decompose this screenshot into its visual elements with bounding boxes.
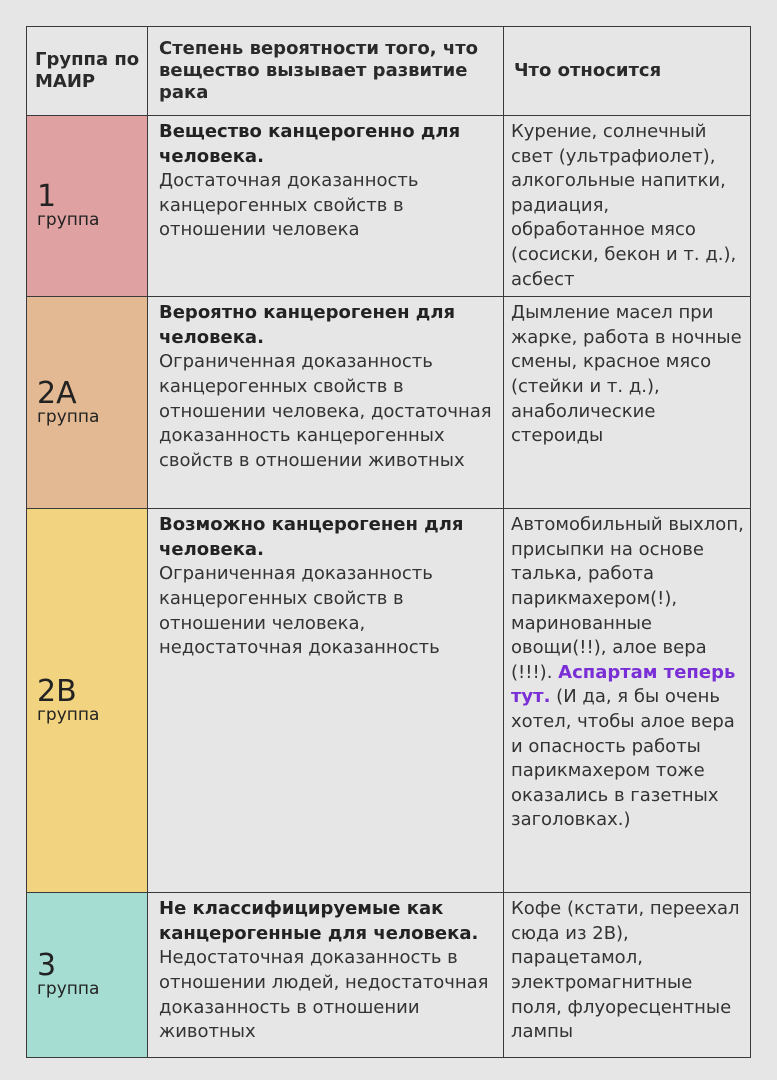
carcinogen-groups-table (26, 26, 751, 1058)
group-number: 1 (37, 179, 57, 215)
items-cell (504, 509, 751, 893)
items-text: Дымление масел при жарке, работа в ночные смены, красное мясо (стейки и т. д.), анаболические стероиды (511, 302, 742, 447)
items-tail: (И да, я бы очень хотел, чтобы алое вера и опасность работы парикмахером тоже оказались в газетных заголовках.) (511, 686, 735, 831)
degree-description: Достаточная доказанность канцерогенных свойств в отношении человека (159, 170, 419, 241)
degree-title: Не классифицируемые как канцерогенные для человека. (159, 898, 479, 944)
degree-title: Возможно канцерогенен для человека. (159, 514, 464, 560)
items-text: Курение, солнечный свет (ультрафиолет), алкогольные напитки, радиация, обработанное мясо (сосиски, бекон и т. д.), асбест (511, 121, 737, 290)
degree-title: Вещество канцерогенно для человека. (159, 121, 461, 167)
table-row-group-2b (27, 509, 751, 893)
items-cell (504, 893, 751, 1058)
group-number: 2В (37, 673, 77, 709)
aspartame-highlight: Аспартам теперь тут. (511, 661, 736, 708)
group-number: 3 (37, 948, 57, 984)
items-text: Кофе (кстати, переехал сюда из 2В), парацетамол, электромагнитные поля, флуоресцентные лампы (511, 898, 740, 1043)
degree-description: Ограниченная доказанность канцерогенных свойств в отношении человека, достаточная доказанность канцерогенных свойств в отношении животных (159, 351, 492, 471)
group-number: 2А (37, 375, 77, 411)
group-cell (27, 509, 148, 893)
header-degree: Степень вероятности того, что вещество вызывает развитие рака (148, 27, 504, 116)
degree-title: Вероятно канцерогенен для человека. (159, 302, 456, 348)
table-row-group-3 (27, 893, 751, 1058)
degree-cell (148, 893, 504, 1058)
group-cell (27, 893, 148, 1058)
group-label: группа (37, 704, 100, 725)
header-row (27, 27, 751, 116)
header-items: Что относится (504, 27, 751, 116)
degree-description: Недостаточная доказанность в отношении людей, недостаточная доказанность в отношении животных (159, 947, 489, 1043)
table-row-group-1 (27, 116, 751, 297)
group-label: группа (37, 210, 100, 231)
table-row-group-2a (27, 297, 751, 509)
group-cell (27, 297, 148, 509)
group-label: группа (37, 979, 100, 1000)
header-group: Группа по МАИР (27, 27, 148, 116)
degree-cell (148, 116, 504, 297)
items-cell (504, 297, 751, 509)
degree-cell (148, 297, 504, 509)
items-cell (504, 116, 751, 297)
degree-cell (148, 509, 504, 893)
group-label: группа (37, 406, 100, 427)
items-text: Автомобильный выхлоп, присыпки на основе талька, работа парикмахером(!), маринованные овощи(!!), алое вера (!!!). (511, 514, 744, 683)
group-cell (27, 116, 148, 297)
degree-description: Ограниченная доказанность канцерогенных свойств в отношении человека, недостаточная доказанность (159, 563, 440, 659)
